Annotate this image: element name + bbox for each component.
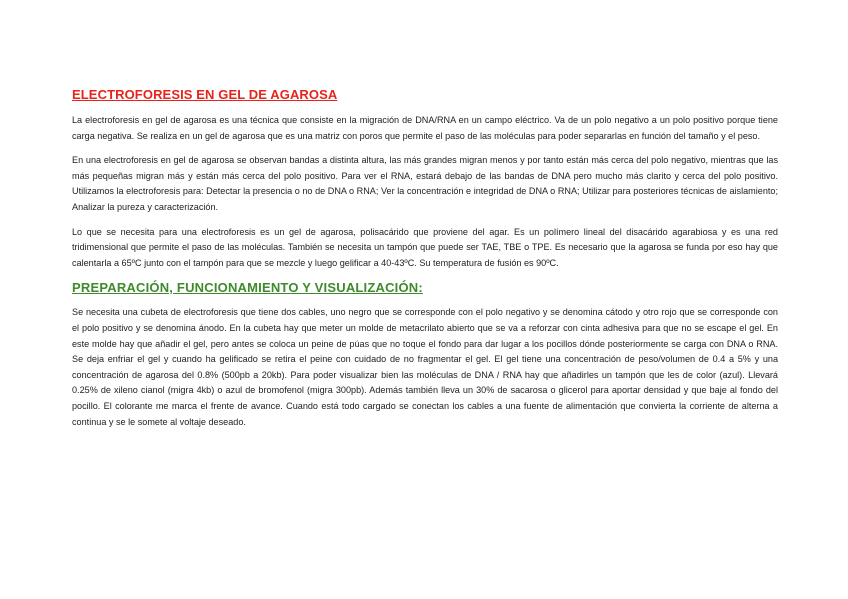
paragraph-procedimiento: Se necesita una cubeta de electroforesis que tiene dos cables, uno negro que se corresponde con el polo negativo y se denomina cátodo y otro rojo que se corresponde con el polo positivo y se denomina ánodo. En la cubeta hay que meter un molde de metacrilato abierto que se va a reforzar con cinta adhesiva para que no se escape el gel. En este molde hay que añadir el gel, pero antes se coloca un peine de púas que no toque el fondo para dar lugar a los pocillos dónde posteriormente se carga con DNA o RNA. Se deja enfriar el gel y cuando ha gelificado se retira el peine con cuidado de no fragmentar el gel. El gel tiene una concentración de peso/volumen de 0.4 a 5% y una concentración de agarosa del 0.8% (500pb a 20kb). Para poder visualizar bien las moléculas de DNA / RNA hay que añadirles un tampón que les de color (azul). Llevará 0.25% de xileno cianol (migra 4kb) o azul de bromofenol (migra 300pb). Además también lleva un 30% de sacarosa o glicerol para aportar densidad y que baje al fondo del pocillo. El colorante me marca el frente de avance. Cuando está todo cargado se conectan los cables a una fuente de alimentación que convierta la corriente de alterna a continua y se le somete al voltaje deseado. xyxy=(72,307,778,427)
section-title-preparacion: PREPARACIÓN, FUNCIONAMIENTO Y VISUALIZACIÓN: xyxy=(72,280,423,296)
paragraph-intro: La electroforesis en gel de agarosa es una técnica que consiste en la migración de DNA/RNA en un campo eléctrico. Va de un polo negativo a un polo positivo porque tiene carga negativa. Se realiza en un gel de agarosa que es una matriz con poros que permite el paso de las moléculas para poder separarlas en función del tamaño y el peso. xyxy=(72,115,778,141)
section-title-electroforesis: ELECTROFORESIS EN GEL DE AGAROSA xyxy=(72,87,338,102)
paragraph-bandas: En una electroforesis en gel de agarosa se observan bandas a distinta altura, las más grandes migran menos y por tanto están más cerca del polo negativo, mientras que las más pequeñas migran más y están más cerca del polo positivo. Para ver el RNA, estará debajo de las bandas de DNA pero mucho más clarito y cerca del polo positivo. Utilizamos la electroforesis para: Detectar la presencia o no de DNA o RNA; Ver la concentración e integridad de DNA o RNA; Utilizar para posteriores técnicas de aislamiento; Analizar la pureza y caracterización. xyxy=(72,155,778,212)
document-page xyxy=(72,87,778,439)
paragraph-materiales: Lo que se necesita para una electroforesis es un gel de agarosa, polisacárido que proviene del agar. Es un polímero lineal del disacárido agarabiosa y es una red tridimensional que permite el paso de las moléculas. También se necesita un tampón que puede ser TAE, TBE o TPE. Es necesario que la agarosa se funda por eso hay que calentarla a 65ºC junto con el tampón para que se mezcle y luego gelificar a 40-43ºC. Su temperatura de fusión es 90ºC. xyxy=(72,226,778,268)
